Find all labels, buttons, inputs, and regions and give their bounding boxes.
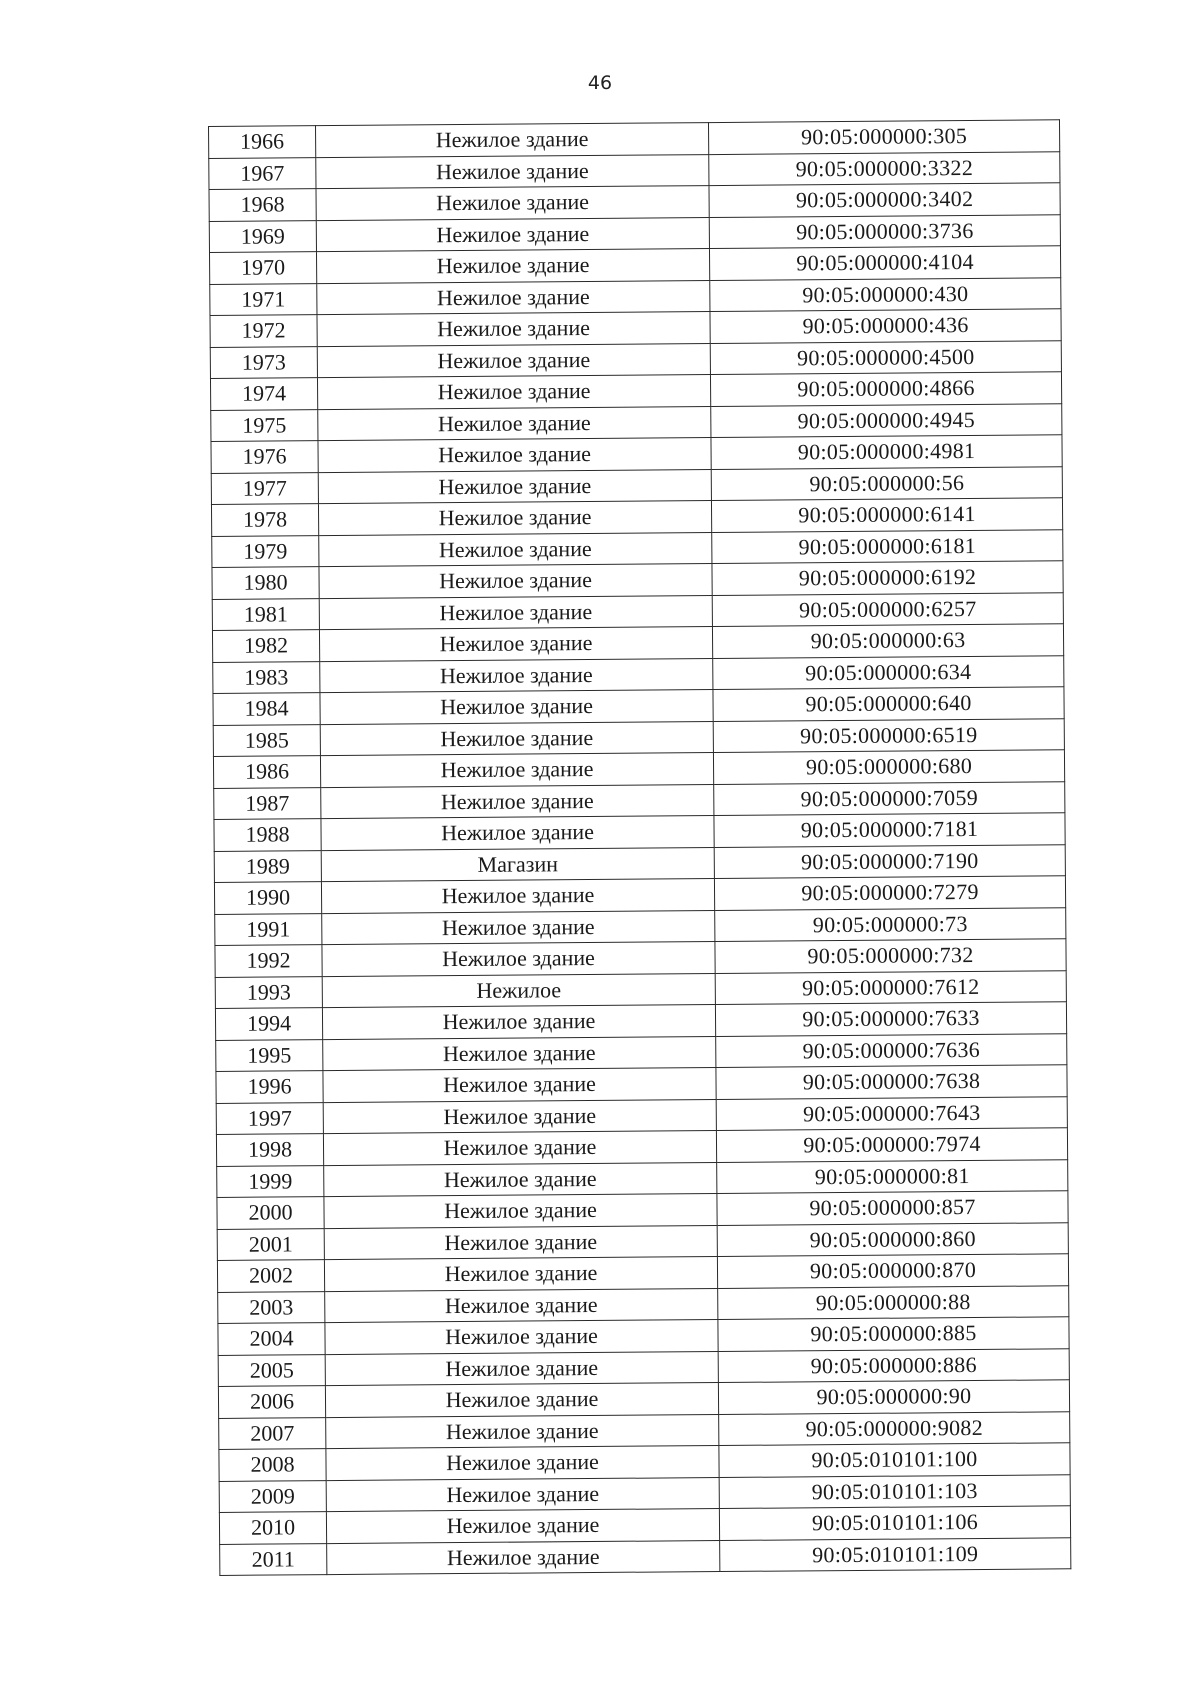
cadastral-number-cell: 90:05:010101:109	[720, 1537, 1071, 1571]
object-name-cell: Нежилое здание	[326, 1477, 719, 1512]
object-name-cell: Нежилое здание	[324, 1257, 717, 1292]
row-number-cell: 1975	[211, 409, 318, 441]
object-name-cell: Нежилое здание	[324, 1162, 717, 1197]
object-name-cell: Нежилое здание	[325, 1320, 718, 1355]
row-number-cell: 1985	[213, 724, 320, 756]
cadastral-number-cell: 90:05:000000:88	[718, 1285, 1069, 1319]
cadastral-number-cell: 90:05:000000:63	[712, 624, 1063, 658]
row-number-cell: 1982	[212, 630, 319, 662]
object-name-cell: Нежилое здание	[317, 375, 710, 410]
object-name-cell: Магазин	[321, 847, 714, 882]
cadastral-number-cell: 90:05:000000:870	[717, 1254, 1068, 1288]
object-name-cell: Нежилое здание	[319, 627, 712, 662]
object-name-cell: Нежилое здание	[321, 816, 714, 851]
row-number-cell: 1978	[211, 504, 318, 536]
object-name-cell: Нежилое здание	[325, 1351, 718, 1386]
object-name-cell: Нежилое здание	[323, 1036, 716, 1071]
object-name-cell: Нежилое здание	[324, 1194, 717, 1229]
object-name-cell: Нежилое здание	[319, 532, 712, 567]
object-name-cell: Нежилое здание	[316, 123, 709, 158]
row-number-cell: 1999	[217, 1165, 324, 1197]
row-number-cell: 1987	[214, 787, 321, 819]
row-number-cell: 2011	[220, 1543, 327, 1575]
object-name-cell: Нежилое здание	[320, 721, 713, 756]
row-number-cell: 1990	[214, 882, 321, 914]
object-name-cell: Нежилое здание	[318, 469, 711, 504]
row-number-cell: 2003	[218, 1291, 325, 1323]
registry-table-body	[209, 120, 1071, 1576]
object-name-cell: Нежилое здание	[317, 343, 710, 378]
cadastral-number-cell: 90:05:000000:7636	[716, 1033, 1067, 1067]
cadastral-number-cell: 90:05:000000:732	[715, 939, 1066, 973]
object-name-cell: Нежилое здание	[317, 312, 710, 347]
row-number-cell: 2010	[219, 1512, 326, 1544]
row-number-cell: 1984	[213, 693, 320, 725]
object-name-cell: Нежилое здание	[317, 280, 710, 315]
object-name-cell: Нежилое здание	[323, 1068, 716, 1103]
cadastral-number-cell: 90:05:000000:4500	[710, 340, 1061, 374]
object-name-cell: Нежилое здание	[325, 1383, 718, 1418]
row-number-cell: 1968	[209, 189, 316, 221]
cadastral-number-cell: 90:05:010101:106	[719, 1506, 1070, 1540]
cadastral-number-cell: 90:05:000000:73	[715, 907, 1066, 941]
row-number-cell: 2002	[217, 1260, 324, 1292]
object-name-cell: Нежилое здание	[321, 784, 714, 819]
object-name-cell: Нежилое здание	[318, 501, 711, 536]
row-number-cell: 1996	[216, 1071, 323, 1103]
object-name-cell: Нежилое здание	[316, 249, 709, 284]
cadastral-number-cell: 90:05:000000:640	[713, 687, 1064, 721]
row-number-cell: 1967	[209, 157, 316, 189]
cadastral-number-cell: 90:05:000000:7612	[715, 970, 1066, 1004]
cadastral-number-cell: 90:05:000000:7974	[716, 1128, 1067, 1162]
table-row	[220, 1537, 1071, 1575]
cadastral-number-cell: 90:05:000000:3402	[709, 183, 1060, 217]
row-number-cell: 1983	[213, 661, 320, 693]
object-name-cell: Нежилое здание	[321, 879, 714, 914]
cadastral-number-cell: 90:05:000000:634	[713, 655, 1064, 689]
cadastral-number-cell: 90:05:000000:3736	[709, 214, 1060, 248]
object-name-cell: Нежилое здание	[318, 438, 711, 473]
object-name-cell: Нежилое здание	[322, 1005, 715, 1040]
cadastral-number-cell: 90:05:000000:860	[717, 1222, 1068, 1256]
cadastral-number-cell: 90:05:000000:7190	[714, 844, 1065, 878]
row-number-cell: 2008	[219, 1449, 326, 1481]
row-number-cell: 1992	[215, 945, 322, 977]
cadastral-number-cell: 90:05:000000:4104	[709, 246, 1060, 280]
cadastral-number-cell: 90:05:000000:7638	[716, 1065, 1067, 1099]
object-name-cell: Нежилое здание	[327, 1540, 720, 1575]
object-name-cell: Нежилое здание	[319, 595, 712, 630]
object-name-cell: Нежилое	[322, 973, 715, 1008]
object-name-cell: Нежилое здание	[320, 753, 713, 788]
object-name-cell: Нежилое здание	[316, 186, 709, 221]
row-number-cell: 1997	[216, 1102, 323, 1134]
cadastral-number-cell: 90:05:000000:7633	[715, 1002, 1066, 1036]
row-number-cell: 1977	[211, 472, 318, 504]
row-number-cell: 2000	[217, 1197, 324, 1229]
row-number-cell: 2009	[219, 1480, 326, 1512]
row-number-cell: 1974	[210, 378, 317, 410]
cadastral-number-cell: 90:05:000000:56	[711, 466, 1062, 500]
cadastral-number-cell: 90:05:000000:3322	[709, 151, 1060, 185]
object-name-cell: Нежилое здание	[322, 942, 715, 977]
row-number-cell: 2007	[219, 1417, 326, 1449]
cadastral-number-cell: 90:05:000000:436	[710, 309, 1061, 343]
object-name-cell: Нежилое здание	[318, 406, 711, 441]
object-name-cell: Нежилое здание	[316, 217, 709, 252]
row-number-cell: 1981	[212, 598, 319, 630]
cadastral-number-cell: 90:05:000000:680	[713, 750, 1064, 784]
object-name-cell: Нежилое здание	[326, 1414, 719, 1449]
row-number-cell: 2005	[218, 1354, 325, 1386]
row-number-cell: 2006	[218, 1386, 325, 1418]
row-number-cell: 1986	[213, 756, 320, 788]
row-number-cell: 1980	[212, 567, 319, 599]
cadastral-number-cell: 90:05:000000:7059	[714, 781, 1065, 815]
cadastral-number-cell: 90:05:000000:305	[708, 120, 1059, 154]
row-number-cell: 1993	[215, 976, 322, 1008]
cadastral-number-cell: 90:05:000000:4945	[711, 403, 1062, 437]
cadastral-number-cell: 90:05:010101:100	[719, 1443, 1070, 1477]
cadastral-number-cell: 90:05:000000:81	[717, 1159, 1068, 1193]
row-number-cell: 1989	[214, 850, 321, 882]
row-number-cell: 2001	[217, 1228, 324, 1260]
page-number: 46	[587, 72, 613, 94]
object-name-cell: Нежилое здание	[326, 1446, 719, 1481]
object-name-cell: Нежилое здание	[316, 154, 709, 189]
cadastral-number-cell: 90:05:000000:90	[718, 1380, 1069, 1414]
cadastral-number-cell: 90:05:000000:9082	[719, 1411, 1070, 1445]
row-number-cell: 1995	[216, 1039, 323, 1071]
object-name-cell: Нежилое здание	[319, 564, 712, 599]
cadastral-number-cell: 90:05:000000:7279	[714, 876, 1065, 910]
object-name-cell: Нежилое здание	[320, 690, 713, 725]
cadastral-number-cell: 90:05:000000:7643	[716, 1096, 1067, 1130]
cadastral-number-cell: 90:05:000000:885	[718, 1317, 1069, 1351]
cadastral-number-cell: 90:05:000000:886	[718, 1348, 1069, 1382]
registry-table	[208, 119, 1071, 1576]
object-name-cell: Нежилое здание	[326, 1509, 719, 1544]
object-name-cell: Нежилое здание	[324, 1225, 717, 1260]
object-name-cell: Нежилое здание	[325, 1288, 718, 1323]
cadastral-number-cell: 90:05:000000:4866	[710, 372, 1061, 406]
cadastral-number-cell: 90:05:000000:6181	[712, 529, 1063, 563]
cadastral-number-cell: 90:05:000000:6192	[712, 561, 1063, 595]
row-number-cell: 1970	[209, 252, 316, 284]
cadastral-number-cell: 90:05:000000:6257	[712, 592, 1063, 626]
object-name-cell: Нежилое здание	[320, 658, 713, 693]
row-number-cell: 1973	[210, 346, 317, 378]
row-number-cell: 1988	[214, 819, 321, 851]
cadastral-number-cell: 90:05:000000:7181	[714, 813, 1065, 847]
row-number-cell: 1976	[211, 441, 318, 473]
cadastral-number-cell: 90:05:000000:6519	[713, 718, 1064, 752]
row-number-cell: 2004	[218, 1323, 325, 1355]
row-number-cell: 1966	[209, 126, 316, 158]
cadastral-number-cell: 90:05:000000:857	[717, 1191, 1068, 1225]
cadastral-number-cell: 90:05:000000:4981	[711, 435, 1062, 469]
row-number-cell: 1979	[212, 535, 319, 567]
cadastral-number-cell: 90:05:000000:430	[710, 277, 1061, 311]
row-number-cell: 1969	[209, 220, 316, 252]
object-name-cell: Нежилое здание	[322, 910, 715, 945]
cadastral-number-cell: 90:05:000000:6141	[711, 498, 1062, 532]
row-number-cell: 1994	[215, 1008, 322, 1040]
row-number-cell: 1991	[215, 913, 322, 945]
row-number-cell: 1971	[210, 283, 317, 315]
object-name-cell: Нежилое здание	[323, 1099, 716, 1134]
cadastral-number-cell: 90:05:010101:103	[719, 1474, 1070, 1508]
row-number-cell: 1998	[216, 1134, 323, 1166]
object-name-cell: Нежилое здание	[323, 1131, 716, 1166]
row-number-cell: 1972	[210, 315, 317, 347]
